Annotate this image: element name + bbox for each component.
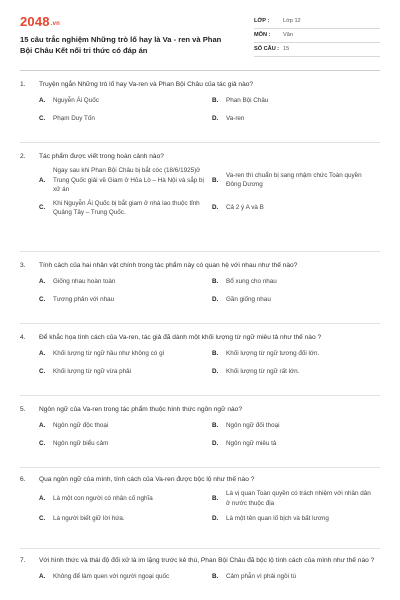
- option-letter: D.: [212, 296, 219, 304]
- answer-option[interactable]: [39, 489, 212, 508]
- answer-option[interactable]: [212, 166, 382, 195]
- answer-option[interactable]: [212, 489, 382, 508]
- meta-row-class: [254, 15, 380, 29]
- question-number: 4.: [20, 334, 26, 341]
- option-text: Khối lượng từ ngữ vừa phải: [53, 368, 132, 376]
- answer-option[interactable]: [39, 512, 212, 526]
- option-letter: B.: [212, 97, 219, 105]
- answer-option[interactable]: [212, 293, 382, 307]
- option-text: Khối lượng từ ngữ tương đối lớn.: [226, 350, 320, 358]
- option-text: Phạm Duy Tốn: [53, 115, 95, 123]
- answer-option[interactable]: [212, 365, 382, 379]
- answer-options: [39, 347, 382, 379]
- answer-options: [39, 570, 382, 584]
- answer-option[interactable]: [212, 199, 382, 218]
- answer-option[interactable]: [39, 365, 212, 379]
- question-item: [20, 405, 382, 451]
- logo-suffix: .vn: [50, 21, 61, 27]
- question-text: Qua ngôn ngữ của mình, tính cách của Va-ren được bộc lộ như thế nào ?: [39, 476, 255, 483]
- option-text: Va-ren thì chuẩn bị sang nhậm chức Toàn quyền Đông Dương: [226, 171, 362, 189]
- meta-value: Lớp 12: [283, 18, 301, 24]
- meta-row-count: [254, 43, 380, 57]
- option-text: Phan Bội Châu: [226, 97, 269, 105]
- question-number: 7.: [20, 557, 26, 564]
- answer-options: [39, 419, 382, 451]
- meta-value: 15: [283, 46, 290, 52]
- answer-options: [39, 94, 382, 126]
- question-divider: [20, 142, 380, 143]
- question-divider: [20, 251, 380, 252]
- answer-option[interactable]: [39, 293, 212, 307]
- option-text: Khối lượng từ ngữ hầu như không có gì: [53, 350, 165, 358]
- answer-option[interactable]: [212, 419, 382, 433]
- question-item: [20, 261, 382, 307]
- meta-row-subject: [254, 29, 380, 43]
- site-logo[interactable]: [20, 14, 60, 29]
- answer-option[interactable]: [39, 347, 212, 361]
- answer-option[interactable]: [39, 275, 212, 289]
- question-text: Để khắc họa tính cách của Va-ren, tác giả đã dành một khối lượng từ ngữ miêu tả như thế nào ?: [39, 334, 322, 341]
- option-text: Giống nhau hoàn toàn: [53, 278, 116, 286]
- option-letter: B.: [212, 350, 219, 358]
- question-divider: [20, 548, 380, 549]
- question-item: [20, 152, 382, 218]
- question-item: [20, 333, 382, 379]
- meta-label: MÔN :: [254, 32, 271, 38]
- option-letter: B.: [212, 573, 219, 581]
- option-letter: C.: [39, 440, 46, 448]
- option-text: Nguyễn Ái Quốc: [53, 97, 99, 105]
- answer-options: [39, 275, 382, 307]
- question-number: 6.: [20, 476, 26, 483]
- option-letter: A.: [39, 278, 46, 286]
- option-letter: D.: [212, 204, 219, 212]
- question-divider: [20, 395, 380, 396]
- answer-option[interactable]: [212, 570, 382, 584]
- answer-option[interactable]: [39, 199, 212, 218]
- meta-label: SỐ CÂU :: [254, 46, 280, 52]
- question-item: [20, 556, 382, 584]
- option-letter: C.: [39, 368, 46, 376]
- option-text: Tương phản với nhau: [53, 296, 115, 304]
- answer-option[interactable]: [39, 166, 212, 195]
- option-text: Ngôn ngữ đối thoại: [226, 422, 280, 430]
- answer-option[interactable]: [39, 570, 212, 584]
- answer-option[interactable]: [39, 94, 212, 108]
- answer-option[interactable]: [212, 112, 382, 126]
- option-text: Không để làm quen với người ngoại quốc: [53, 573, 170, 581]
- option-text: Là một con người có nhân cố nghĩa: [53, 494, 153, 502]
- option-text: Ngôn ngữ miêu tả: [226, 440, 277, 448]
- answer-option[interactable]: [39, 112, 212, 126]
- option-letter: A.: [39, 176, 46, 184]
- option-letter: A.: [39, 350, 46, 358]
- answer-option[interactable]: [39, 419, 212, 433]
- option-text: Ngôn ngữ biểu cảm: [53, 440, 109, 448]
- option-text: Ngôn ngữ độc thoại: [53, 422, 109, 430]
- option-letter: D.: [212, 368, 219, 376]
- option-letter: C.: [39, 296, 46, 304]
- option-letter: B.: [212, 422, 219, 430]
- question-text: Tính cách của hai nhân vật chính trong tác phẩm này có quan hệ với nhau như thế nào?: [39, 262, 298, 269]
- header-divider: [20, 70, 380, 71]
- option-text: Cả 2 ý A và B: [226, 204, 264, 212]
- option-letter: A.: [39, 422, 46, 430]
- option-text: Khối lượng từ ngữ rất lớn.: [226, 368, 300, 376]
- question-number: 5.: [20, 406, 26, 413]
- option-text: Là vị quan Toàn quyền có trách nhiệm với nhân dân ở nước thuộc địa: [226, 490, 371, 507]
- question-divider: [20, 467, 380, 468]
- option-text: Khi Nguyễn Ái Quốc bị bắt giam ở nhà lao thuộc tỉnh Quảng Tây – Trung Quốc.: [53, 199, 200, 216]
- option-letter: D.: [212, 440, 219, 448]
- option-letter: A.: [39, 97, 46, 105]
- question-text: Với hình thức và thái độ đối xử là im lặng trước kẻ thù, Phan Bội Châu đã bộc lộ tính cách của mình như thế nào ?: [39, 557, 375, 564]
- meta-label: LỚP :: [254, 18, 270, 24]
- question-number: 3.: [20, 262, 26, 269]
- question-text: Ngôn ngữ của Va-ren trong tác phẩm thuộc hình thức ngôn ngữ nào?: [39, 406, 243, 413]
- answer-option[interactable]: [212, 512, 382, 526]
- option-letter: A.: [39, 494, 46, 502]
- page-title: 15 câu trắc nghiệm Những trò lố hay là Va - ren và Phan Bội Châu Kết nối tri thức có đáp án: [20, 35, 222, 55]
- logo-text: 2048: [20, 14, 50, 29]
- option-text: Va-ren: [226, 115, 245, 123]
- answer-option[interactable]: [212, 437, 382, 451]
- question-text: Truyện ngắn Những trò lố hay Va-ren và Phan Bội Châu của tác giả nào?: [39, 81, 254, 88]
- option-letter: B.: [212, 176, 219, 184]
- option-text: Bổ xung cho nhau: [226, 278, 277, 286]
- option-letter: C.: [39, 515, 46, 523]
- option-text: Là người biết giữ lời hứa.: [53, 515, 125, 523]
- option-letter: B.: [212, 494, 219, 502]
- question-item: [20, 475, 382, 526]
- option-letter: C.: [39, 204, 46, 212]
- meta-table: [254, 15, 380, 57]
- question-divider: [20, 323, 380, 324]
- answer-option[interactable]: [212, 275, 382, 289]
- answer-option[interactable]: [39, 437, 212, 451]
- answer-options: [39, 166, 382, 218]
- question-number: 1.: [20, 81, 26, 88]
- option-text: Gần giống nhau: [226, 296, 271, 304]
- meta-value: Văn: [283, 32, 293, 38]
- answer-option[interactable]: [212, 347, 382, 361]
- option-letter: D.: [212, 515, 219, 523]
- option-text: Là một tên quan lố bịch và bất lương: [226, 515, 329, 523]
- option-letter: A.: [39, 573, 46, 581]
- answer-options: [39, 489, 382, 526]
- question-number: 2.: [20, 153, 26, 160]
- answer-option[interactable]: [212, 94, 382, 108]
- option-letter: B.: [212, 278, 219, 286]
- question-item: [20, 80, 382, 126]
- question-text: Tác phẩm được viết trong hoàn cảnh nào?: [39, 153, 164, 160]
- option-text: Cảm phẫn vì phải ngồi tù: [226, 573, 297, 581]
- header: [0, 0, 400, 70]
- option-letter: C.: [39, 115, 46, 123]
- option-text: Ngay sau khi Phan Bội Châu bị bắt cóc (18/6/1925)ở Trung Quốc giải về Giam ở Hỏa Lò – Hà Nội và sắp bị xử án: [53, 167, 204, 193]
- option-letter: D.: [212, 115, 219, 123]
